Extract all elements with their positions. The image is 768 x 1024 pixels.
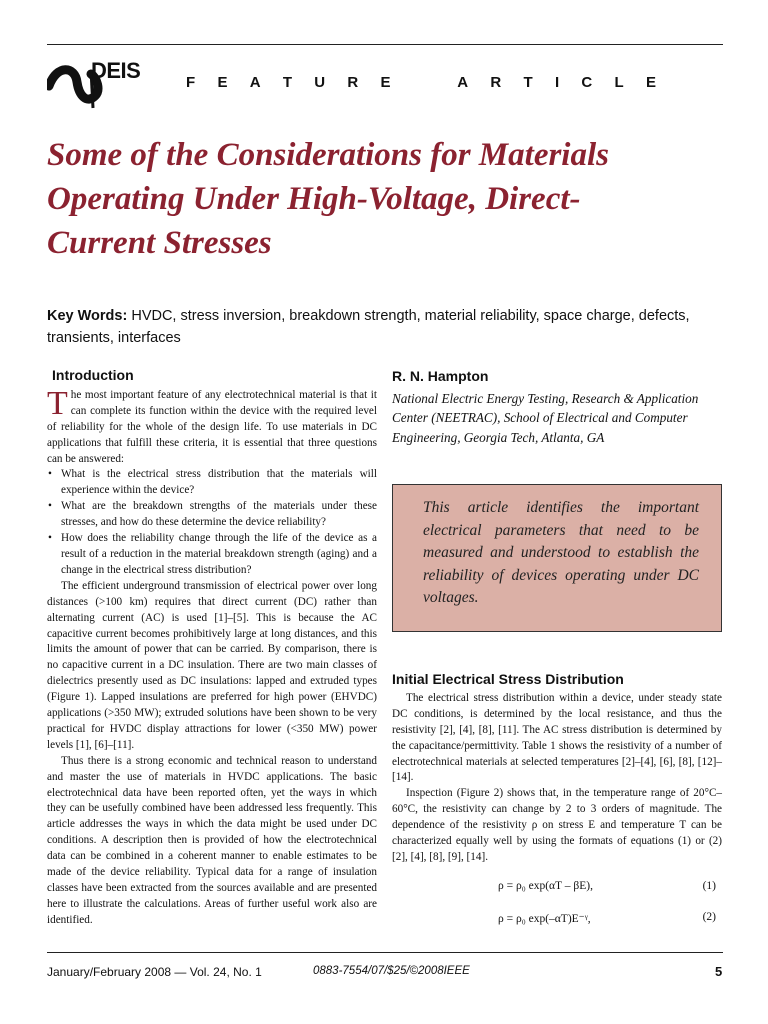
body-paragraph: The electrical stress distribution within a device, under steady state DC conditions, is determined by the local resistance, and thus the resistivity [2], [4], [8], [11]. The AC stress distribution is determined by the capacitance/permittivity. Table 1 shows the resistivity of a number of electrotechnical materials at selected temperatures [2]–[4], [6], [8], [12]–[14]. xyxy=(392,691,722,784)
question-list xyxy=(47,467,377,578)
intro-paragraph-text: he most important feature of any electrotechnical material is that it can complete its function within the device with the required level of reliability for the whole of the design life. To use materials in DC applications that fulfill these criteria, it is essential that three questions can be answered: xyxy=(47,388,377,465)
page-number: 5 xyxy=(715,964,723,979)
section-label-letter: I xyxy=(554,74,560,91)
stress-distribution-section xyxy=(392,672,722,866)
section-heading: Initial Electrical Stress Distribution xyxy=(392,671,624,687)
section-label-letter: C xyxy=(581,74,593,91)
section-label-letter: E xyxy=(645,74,656,91)
list-item: • What are the breakdown strengths of the materials under these stresses, and how do these determine the device reliability? xyxy=(47,499,377,531)
introduction-column xyxy=(47,368,377,929)
keywords-label: Key Words: xyxy=(47,308,128,324)
list-item: • What is the electrical stress distribution that the materials will experience within the device? xyxy=(47,467,377,499)
introduction-heading: Introduction xyxy=(52,367,134,383)
author-affiliation: National Electric Energy Testing, Research & Application Center (NEETRAC), School of Electrical and Computer Engineering, Georgia Tech, Atlanta, GA xyxy=(392,391,699,445)
section-label-letter: U xyxy=(314,74,326,91)
dropcap: T xyxy=(47,384,68,422)
section-label-letter: F xyxy=(186,74,196,91)
section-label-letter: R xyxy=(347,74,359,91)
title-line: Operating Under High-Voltage, Direct- xyxy=(47,181,581,217)
section-label xyxy=(186,74,656,91)
top-rule xyxy=(47,44,723,45)
section-label-letter: L xyxy=(614,74,624,91)
author-block xyxy=(392,368,724,447)
intro-paragraph xyxy=(47,384,377,468)
section-label-letter: A xyxy=(457,74,469,91)
section-label-letter: E xyxy=(217,74,228,91)
equation-number: (2) xyxy=(702,911,716,923)
equation-expression: ρ = ρ₀ exp(αT – βE), xyxy=(498,880,593,892)
keywords-text: HVDC, stress inversion, breakdown strength, material reliability, space charge, defects, transients, interfaces xyxy=(47,308,690,346)
body-paragraph: Thus there is a strong economic and technical reason to understand and master the use of materials in HVDC applications. The basic electrotechnical data have been reported often, yet the ways in which they can be usefully combined have been addressed less frequently. This article addresses the ways in which the data might be used under DC conditions. A description then is provided of how the electrotechnical data can be combined in a coherent manner to enable estimates to be made of the device reliability. Typical data for a range of insulation classes have been extracted from the sources available and are presented here to illustrate the calculations. Areas of further useful work also are identified. xyxy=(47,754,377,926)
list-item: • How does the reliability change through the life of the device as a result of a reduction in the material breakdown strength (aging) and a change in the electrical stress distribution? xyxy=(47,531,377,579)
title-line: Some of the Considerations for Materials xyxy=(47,137,609,173)
equation-expression: ρ = ρ₀ exp(–αT)E⁻ᵞ, xyxy=(498,913,591,925)
section-label-letter: E xyxy=(380,74,391,91)
section-label-letter: A xyxy=(249,74,261,91)
abstract-box: This article identifies the important electrical parameters that need to be measured and understood to establish the reliability of devices operating under DC voltages. xyxy=(392,484,722,632)
article-title xyxy=(47,133,727,265)
author-name: R. N. Hampton xyxy=(392,368,489,384)
keywords xyxy=(47,305,727,349)
bottom-rule xyxy=(47,952,723,953)
section-label-letter: T xyxy=(282,74,292,91)
equation-number: (1) xyxy=(702,880,716,892)
logo-text: DEIS xyxy=(91,58,141,83)
issue-info: January/February 2008 — Vol. 24, No. 1 xyxy=(47,965,262,979)
section-label-letter: T xyxy=(523,74,533,91)
body-paragraph: The efficient underground transmission of electrical power over long distances (>100 km) requires that direct current (DC) rather than alternating current (AC) is used [1]–[5]. This is because the AC capacitive current becomes prohibitively large at long distances, and this limits the amount of power that can be carried. By comparison, there is no capacitive current in a DC insulation. There are two main classes of dielectrics presently used as DC insulations: lapped and extruded types (Figure 1). Lapped insulations are preferred for high power (EHVDC) applications (>350 MW); extruded solutions have been shown to be very practical for HVDC display attractions for lower (<350 MW) power levels [1], [6]–[11]. xyxy=(47,579,377,751)
body-paragraph: Inspection (Figure 2) shows that, in the temperature range of 20°C–60°C, the resistivity can change by 2 to 3 orders of magnitude. The dependence of the resistivity ρ on stress E and temperature T can be characterized equally well by using the formats of equations (1) or (2) [2], [4], [8], [9], [14]. xyxy=(392,787,722,863)
copyright: 0883-7554/07/$25/©2008IEEE xyxy=(313,965,470,977)
title-line: Current Stresses xyxy=(47,225,272,261)
deis-logo xyxy=(47,56,147,112)
section-label-letter: R xyxy=(490,74,502,91)
